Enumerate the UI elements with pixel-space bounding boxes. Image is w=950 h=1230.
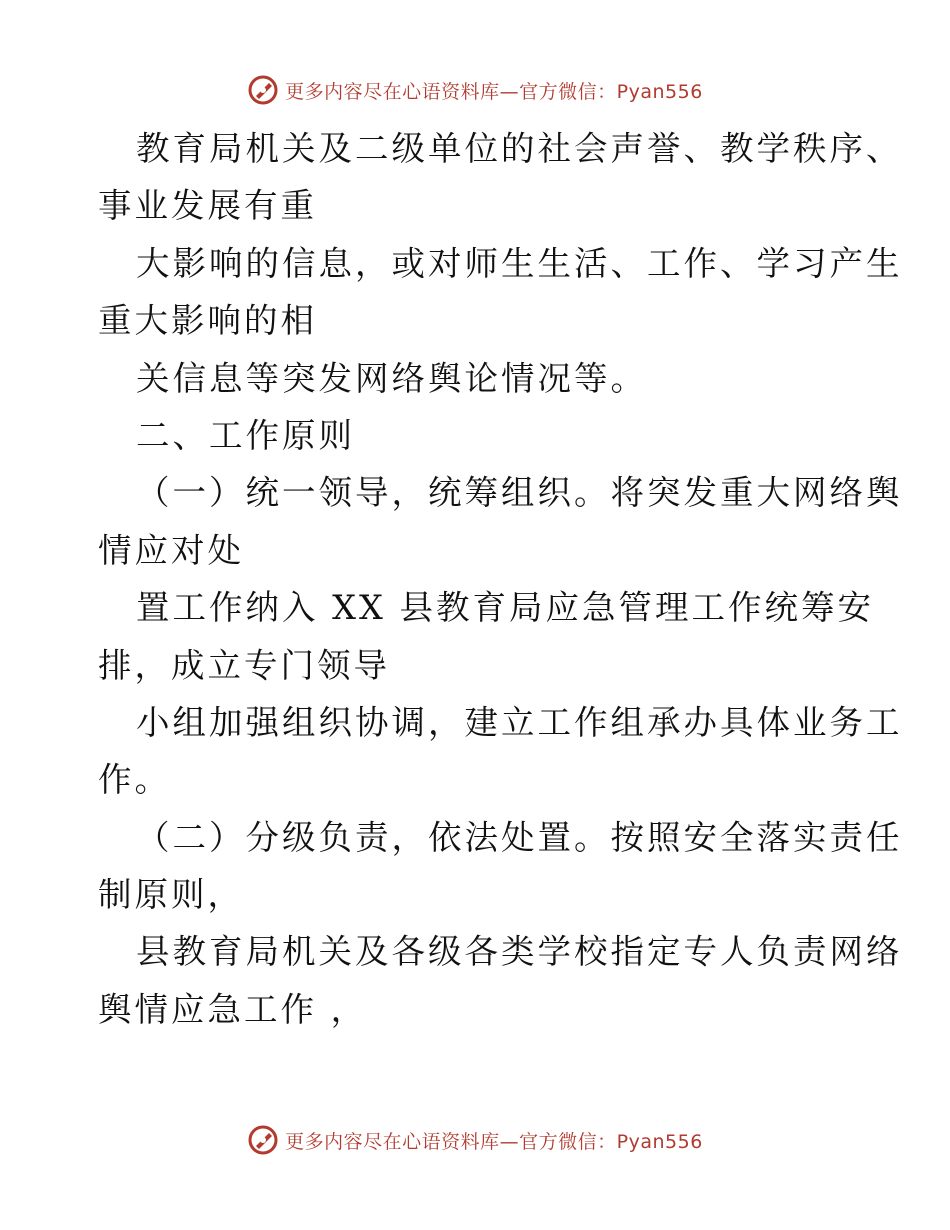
text-line: 关信息等突发网络舆论情况等。	[136, 358, 647, 398]
footer-watermark	[0, 1120, 950, 1160]
text-line: 作。	[98, 760, 171, 800]
text-line: （一）统一领导，统筹组织。将突发重大网络舆	[136, 473, 903, 513]
text-line: 情应对处	[98, 530, 244, 570]
section-heading: 二、工作原则	[136, 415, 355, 455]
text-line: 重大影响的相	[98, 301, 317, 341]
text-line: 大影响的信息，或对师生生活、工作、学习产生	[136, 243, 903, 283]
watermark-text: 更多内容尽在心语资料库—官方微信：Pyan556	[285, 80, 703, 103]
text-line: 排，成立专门领导	[98, 645, 390, 685]
text-line: 制原则，	[98, 875, 244, 915]
text-line: 小组加强组织协调，建立工作组承办具体业务工	[136, 702, 903, 742]
logo-icon	[247, 74, 279, 106]
text-line: 置工作纳入 XX 县教育局应急管理工作统筹安	[136, 588, 874, 628]
text-line: 事业发展有重	[98, 186, 317, 226]
watermark-text: 更多内容尽在心语资料库—官方微信：Pyan556	[285, 1130, 703, 1153]
document-body	[98, 120, 903, 1038]
header-watermark	[0, 70, 950, 110]
text-line: 教育局机关及二级单位的社会声誉、教学秩序、	[136, 129, 903, 168]
text-line: 县教育局机关及各级各类学校指定专人负责网络	[136, 932, 903, 972]
text-line: （二）分级负责，依法处置。按照安全落实责任	[136, 817, 903, 857]
logo-icon	[247, 1124, 279, 1156]
text-line: 舆情应急工作 ，	[98, 989, 368, 1029]
